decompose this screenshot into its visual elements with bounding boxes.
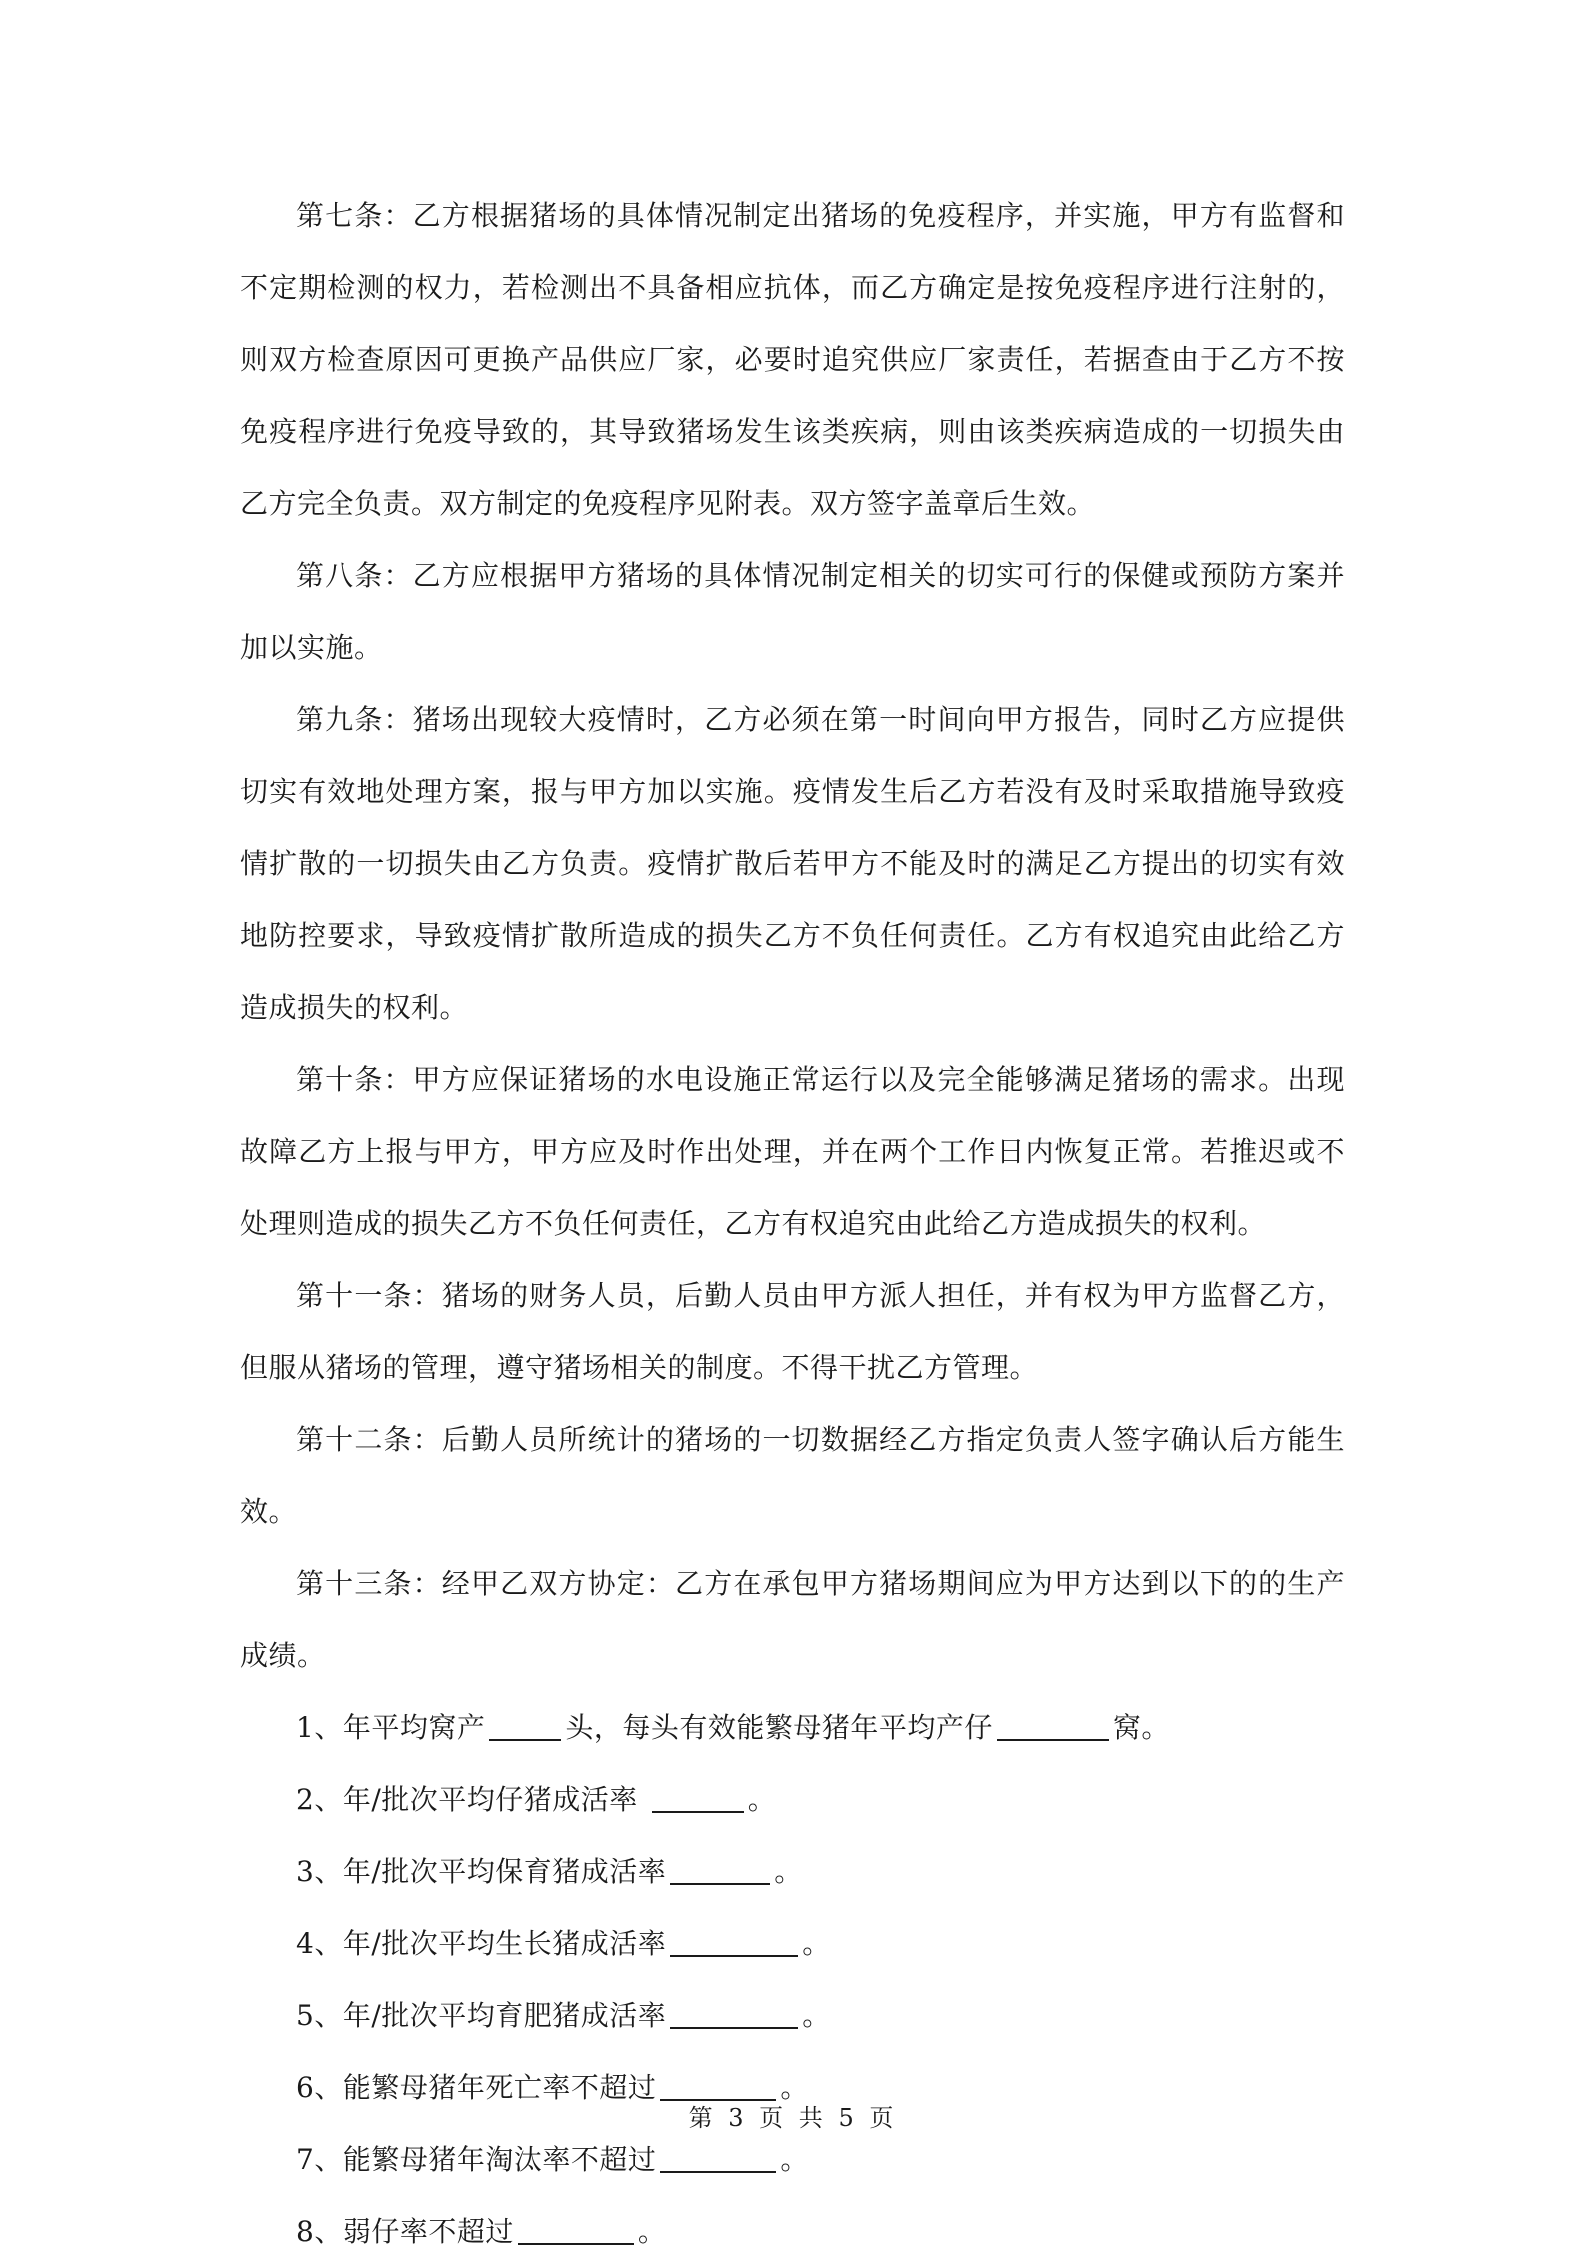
item-text: 年/批次平均生长猪成活率 [342, 1927, 667, 1960]
item-text: 能繁母猪年死亡率不超过 [342, 2071, 657, 2104]
page-footer: 第 3 页 共 5 页 [688, 2104, 898, 2132]
article-7 [240, 180, 1345, 540]
item-text: 。 [637, 2215, 667, 2248]
item-number: 5、 [296, 1999, 343, 2032]
item-text: 年平均窝产 [342, 1711, 486, 1744]
blank-line [997, 1709, 1109, 1741]
article-text: 乙方根据猪场的具体情况制定出猪场的免疫程序，并实施，甲方有监督和不定期检测的权力，若检测出不具备相应抗体，而乙方确定是按免疫程序进行注射的，则双方检查原因可更换产品供应厂家，必要时追究供应厂家责任，若据查由于乙方不按免疫程序进行免疫导致的，其导致猪场发生该类疾病，则由该类疾病造成的一切损失由乙方完全负责。双方制定的免疫程序见附表。双方签字盖章后生效。 [240, 199, 1345, 520]
list-item [240, 1692, 1345, 1764]
item-text: 年/批次平均保育猪成活率 [342, 1855, 667, 1888]
list-item [240, 1908, 1345, 1980]
item-text: 年/批次平均仔猪成活率 [342, 1783, 638, 1816]
item-number: 2、 [296, 1783, 343, 1816]
article-label: 第九条： [296, 703, 413, 736]
article-label: 第十条： [296, 1063, 413, 1096]
item-number: 7、 [296, 2143, 343, 2176]
article-8 [240, 540, 1345, 684]
blank-line [518, 2213, 634, 2245]
blank-line [670, 1925, 798, 1957]
item-number: 3、 [296, 1855, 343, 1888]
list-item [240, 1764, 1345, 1836]
item-text: 年/批次平均育肥猪成活率 [342, 1999, 667, 2032]
list-item [240, 2196, 1345, 2268]
article-text: 猪场出现较大疫情时，乙方必须在第一时间向甲方报告，同时乙方应提供切实有效地处理方案，报与甲方加以实施。疫情发生后乙方若没有及时采取措施导致疫情扩散的一切损失由乙方负责。疫情扩散后若甲方不能及时的满足乙方提出的切实有效地防控要求，导致疫情扩散所造成的损失乙方不负任何责任。乙方有权追究由此给乙方造成损失的权利。 [240, 703, 1345, 1024]
blank-line [489, 1709, 561, 1741]
list-item [240, 1836, 1345, 1908]
article-12 [240, 1404, 1345, 1548]
item-text: 弱仔率不超过 [342, 2215, 514, 2248]
article-10 [240, 1044, 1345, 1260]
article-9 [240, 684, 1345, 1044]
article-13 [240, 1548, 1345, 1692]
article-label: 第八条： [296, 559, 413, 592]
blank-line [670, 1997, 798, 2029]
blank-line [660, 2069, 776, 2101]
item-text: 。 [802, 1927, 831, 1960]
article-text: 甲方应保证猪场的水电设施正常运行以及完全能够满足猪场的需求。出现故障乙方上报与甲方，甲方应及时作出处理，并在两个工作日内恢复正常。若推迟或不处理则造成的损失乙方不负任何责任，乙方有权追究由此给乙方造成损失的权利。 [240, 1063, 1345, 1240]
item-text: 窝。 [1112, 1711, 1170, 1744]
item-number: 6、 [296, 2071, 343, 2104]
blank-line [670, 1853, 770, 1885]
item-text: 。 [802, 1999, 831, 2032]
item-number: 1、 [296, 1711, 343, 1744]
article-text: 猪场的财务人员，后勤人员由甲方派人担任，并有权为甲方监督乙方，但服从猪场的管理，遵守猪场相关的制度。不得干扰乙方管理。 [240, 1279, 1345, 1384]
item-text: 。 [747, 1783, 777, 1816]
article-label: 第七条： [296, 199, 413, 232]
article-label: 第十三条： [296, 1567, 442, 1600]
item-number: 4、 [296, 1927, 343, 1960]
list-item [240, 2124, 1345, 2196]
article-label: 第十一条： [296, 1279, 442, 1312]
article-text: 经甲乙双方协定：乙方在承包甲方猪场期间应为甲方达到以下的的生产成绩。 [240, 1567, 1345, 1672]
blank-line [652, 1781, 744, 1813]
item-text: 能繁母猪年淘汰率不超过 [342, 2143, 657, 2176]
item-number: 8、 [296, 2215, 343, 2248]
article-text: 后勤人员所统计的猪场的一切数据经乙方指定负责人签字确认后方能生效。 [240, 1423, 1345, 1528]
list-item [240, 1980, 1345, 2052]
item-text: 。 [774, 1855, 803, 1888]
item-text: 。 [780, 2143, 809, 2176]
item-text: 。 [780, 2071, 809, 2104]
blank-line [660, 2141, 776, 2173]
article-text: 乙方应根据甲方猪场的具体情况制定相关的切实可行的保健或预防方案并加以实施。 [240, 559, 1345, 664]
article-label: 第十二条： [296, 1423, 442, 1456]
document-page [240, 180, 1345, 2268]
article-11 [240, 1260, 1345, 1404]
item-text: 头，每头有效能繁母猪年平均产仔 [565, 1711, 993, 1744]
